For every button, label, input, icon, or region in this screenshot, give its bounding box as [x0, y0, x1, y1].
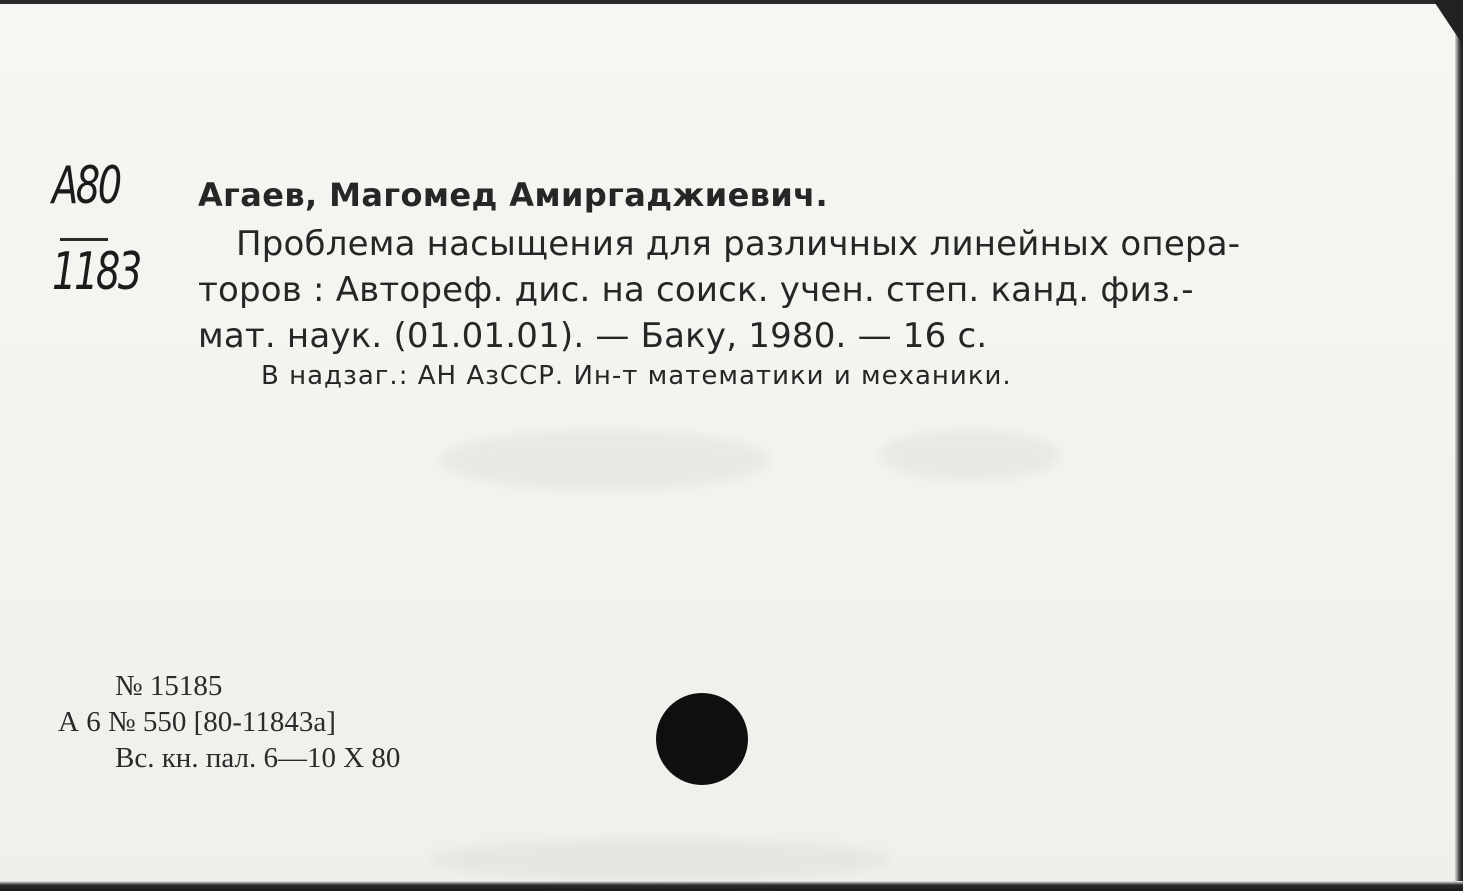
office-mark: Вс. кн. пал. 6—10 Х 80 [115, 742, 401, 774]
shelfmark-bottom: 1183 [52, 242, 140, 302]
card-number: № 15185 [115, 670, 223, 702]
shelfmark-divider [60, 238, 108, 241]
bibliographic-entry [198, 172, 1438, 393]
card-top-edge [0, 0, 1463, 4]
title-line-1: Проблема насыщения для различных линейных опера- [236, 224, 1241, 264]
card-right-edge [1455, 0, 1463, 891]
note-line: В надзаг.: АН АзССР. Ин-т математики и механики. [261, 361, 1012, 391]
card-bottom-edge [0, 881, 1463, 891]
imprint-line: мат. наук. (01.01.01). — Баку, 1980. — 16 с. [198, 316, 988, 356]
stain [880, 430, 1060, 480]
punch-hole [656, 693, 748, 785]
title-line-2: торов : Автореф. дис. на соиск. учен. степ. канд. физ.- [198, 270, 1194, 310]
card-footer [58, 668, 400, 776]
corner-fold [1433, 0, 1463, 45]
order-number: А 6 № 550 [80-11843а] [58, 706, 336, 738]
shelfmark-top: А80 [52, 156, 120, 216]
stain [430, 840, 890, 880]
author-heading: Агаев, Магомед Амиргаджиевич. [198, 176, 829, 214]
stain [440, 430, 770, 490]
